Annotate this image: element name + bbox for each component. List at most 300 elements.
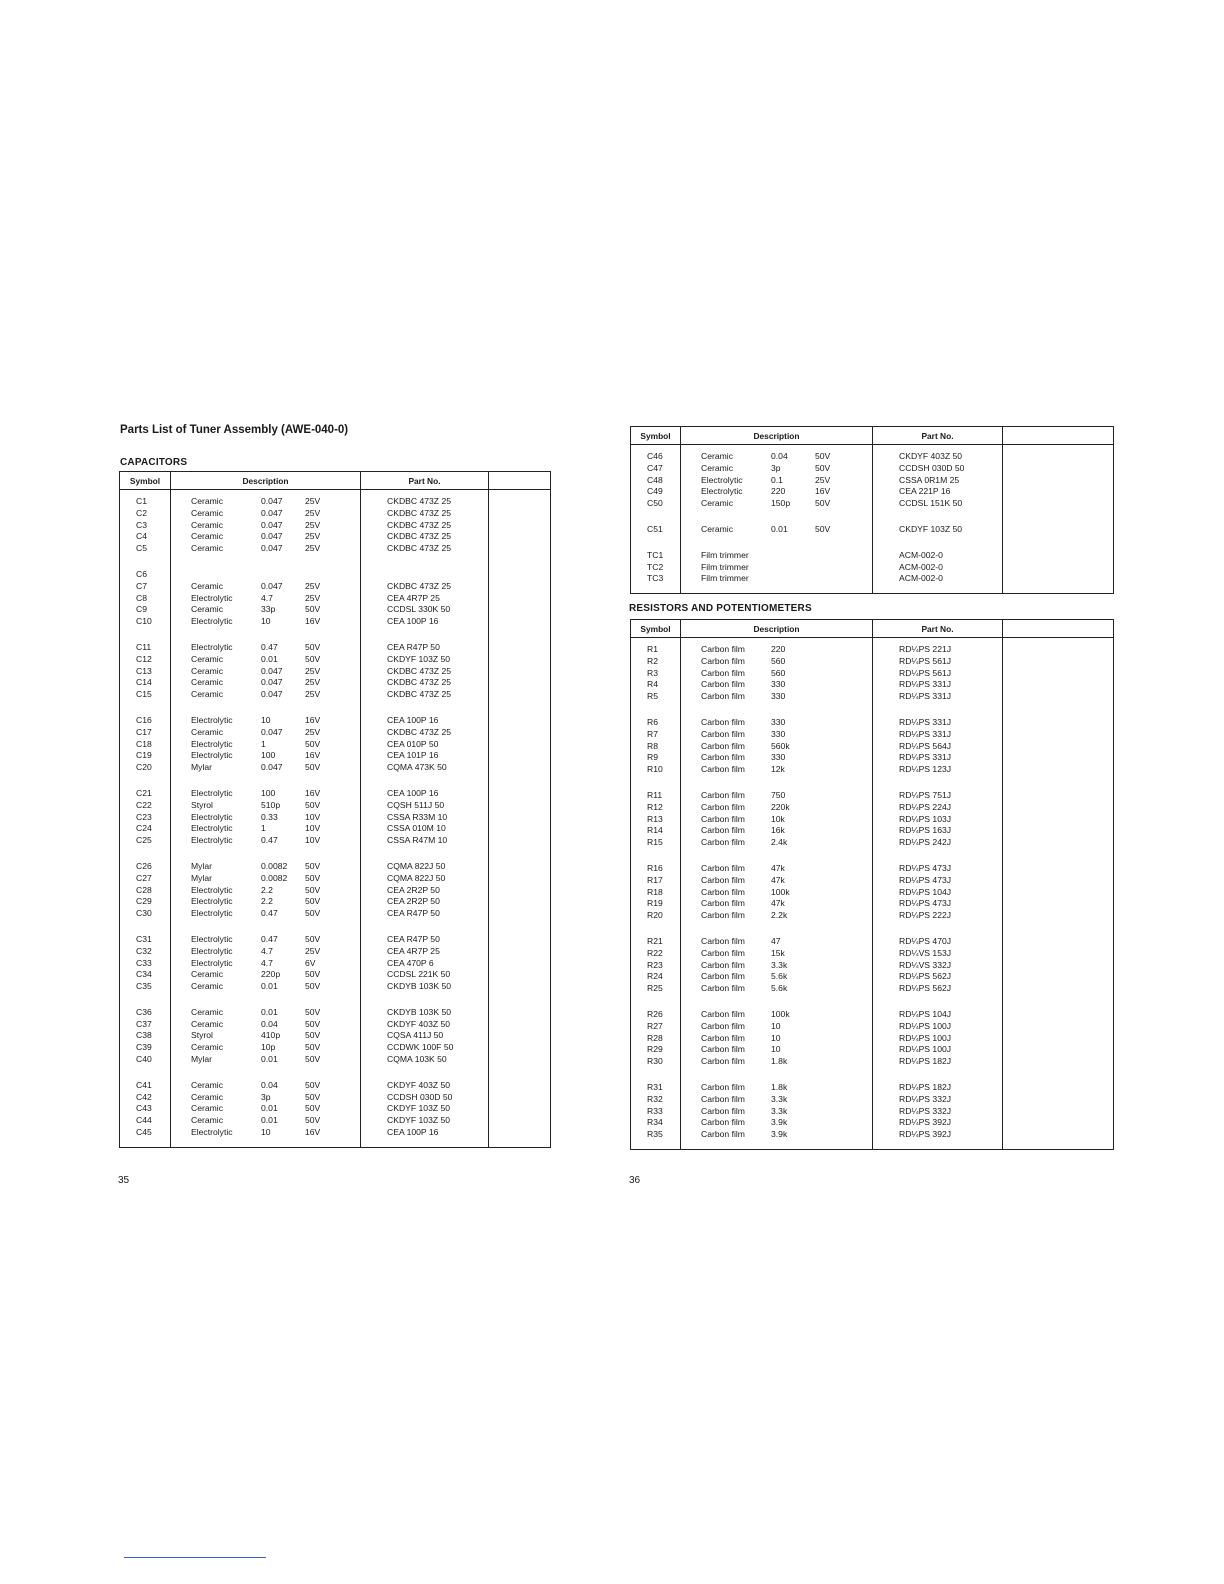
part-value: 4.7 [261, 945, 273, 956]
part-type: Carbon film [701, 1081, 745, 1092]
description-cell [681, 741, 873, 753]
symbol-cell: C40 [120, 1054, 171, 1074]
part-value: 330 [771, 752, 786, 763]
table-row [631, 1044, 1114, 1056]
part-value: 1.8k [771, 1056, 788, 1067]
description-cell [681, 711, 873, 729]
description-cell [681, 971, 873, 983]
description-cell [171, 800, 361, 812]
symbol-cell: R11 [631, 784, 681, 802]
part-type: Ceramic [191, 604, 223, 615]
description-cell [681, 1056, 873, 1076]
symbol-cell: C25 [120, 835, 171, 855]
description-cell [171, 1103, 361, 1115]
part-value: 0.047 [261, 726, 283, 737]
blank-cell [1003, 1094, 1114, 1106]
part-rating: 50V [305, 1042, 321, 1053]
description-cell [171, 896, 361, 908]
table-row [120, 727, 551, 739]
part-type: Ceramic [191, 1018, 223, 1029]
part-value: 220p [261, 969, 281, 980]
symbol-cell: C42 [120, 1092, 171, 1104]
part-rating: 25V [305, 677, 321, 688]
part-type: Ceramic [191, 1103, 223, 1114]
description-cell [171, 1054, 361, 1074]
description-cell [681, 1117, 873, 1129]
table-row [120, 1127, 551, 1147]
part-type: Carbon film [701, 728, 745, 739]
header-blank [1003, 620, 1114, 638]
table-row [631, 814, 1114, 826]
table-row [631, 948, 1114, 960]
symbol-cell: R9 [631, 752, 681, 764]
part-value: 5.6k [771, 971, 788, 982]
description-cell [171, 885, 361, 897]
part-value: 100k [771, 886, 790, 897]
part-value: 10 [261, 1127, 271, 1138]
part-rating: 50V [305, 641, 321, 652]
description-cell [681, 1021, 873, 1033]
symbol-cell: R26 [631, 1003, 681, 1021]
part-rating: 50V [305, 1006, 321, 1017]
part-number-cell: RD¼PS 163J [873, 825, 1003, 837]
symbol-cell: C44 [120, 1115, 171, 1127]
part-rating: 50V [305, 653, 321, 664]
part-type: Mylar [191, 860, 213, 871]
part-type: Mylar [191, 762, 213, 773]
part-number-cell: CEA R47P 50 [361, 928, 489, 946]
table-row [631, 960, 1114, 972]
symbol-cell: R15 [631, 837, 681, 857]
blank-cell [1003, 498, 1114, 518]
description-cell [171, 543, 361, 563]
description-cell [681, 857, 873, 875]
part-rating: 50V [305, 1079, 321, 1090]
description-cell [681, 960, 873, 972]
part-value: 0.047 [261, 580, 283, 591]
description-cell [681, 930, 873, 948]
blank-cell [489, 739, 551, 751]
part-value: 0.01 [261, 981, 278, 992]
part-type: Electrolytic [701, 486, 743, 497]
part-type: Carbon film [701, 1044, 745, 1055]
description-cell [171, 1074, 361, 1092]
header-description: Description [681, 620, 873, 638]
table-row [631, 638, 1114, 656]
header-description: Description [171, 472, 361, 490]
part-type: Electrolytic [191, 714, 233, 725]
blank-cell [489, 896, 551, 908]
part-number-cell: CQMA 473K 50 [361, 762, 489, 782]
symbol-cell: R16 [631, 857, 681, 875]
symbol-cell: R22 [631, 948, 681, 960]
part-value: 3.9k [771, 1117, 788, 1128]
part-type: Ceramic [701, 451, 733, 461]
part-rating: 50V [815, 462, 831, 473]
part-type: Carbon film [701, 947, 745, 958]
part-rating: 25V [305, 519, 321, 530]
part-value: 10 [261, 616, 271, 627]
symbol-cell: C34 [120, 969, 171, 981]
part-type: Carbon film [701, 983, 745, 994]
description-cell [681, 1003, 873, 1021]
symbol-cell: C39 [120, 1042, 171, 1054]
blank-cell [1003, 1076, 1114, 1094]
part-value: 330 [771, 716, 786, 727]
part-type: Electrolytic [701, 474, 743, 485]
blank-cell [1003, 930, 1114, 948]
part-rating: 50V [305, 1103, 321, 1114]
blank-cell [1003, 752, 1114, 764]
part-number-cell: CSSA R33M 10 [361, 812, 489, 824]
table-header-row [120, 472, 551, 490]
symbol-cell: R29 [631, 1044, 681, 1056]
blank-cell [489, 1092, 551, 1104]
description-cell [681, 729, 873, 741]
header-blank [489, 472, 551, 490]
blank-cell [1003, 1106, 1114, 1118]
table-row [120, 689, 551, 709]
part-type: Ceramic [191, 689, 223, 700]
part-type: Carbon film [701, 789, 745, 800]
part-rating: 25V [305, 592, 321, 603]
table-row [631, 1117, 1114, 1129]
part-number-cell: CEA 100P 16 [361, 1127, 489, 1147]
capacitors-continued-table [630, 426, 1114, 594]
description-cell [171, 946, 361, 958]
blank-cell [489, 727, 551, 739]
part-number-cell: RD¼PS 332J [873, 1106, 1003, 1118]
table-row [631, 1076, 1114, 1094]
table-row [631, 857, 1114, 875]
part-type: Carbon film [701, 971, 745, 982]
table-row [120, 1019, 551, 1031]
part-type: Electrolytic [191, 896, 233, 907]
table-row [631, 1094, 1114, 1106]
table-row [120, 981, 551, 1001]
part-number-cell: RD¼PS 561J [873, 668, 1003, 680]
part-value: 0.0082 [261, 872, 288, 883]
symbol-cell: C5 [120, 543, 171, 563]
symbol-cell: C4 [120, 531, 171, 543]
part-value: 0.1 [771, 474, 783, 485]
table-row [120, 666, 551, 678]
blank-cell [1003, 825, 1114, 837]
symbol-cell: C2 [120, 508, 171, 520]
symbol-cell: R24 [631, 971, 681, 983]
symbol-cell: R3 [631, 668, 681, 680]
part-number-cell: RD¼PS 331J [873, 711, 1003, 729]
part-type: Ceramic [701, 462, 733, 473]
part-value: 0.047 [261, 689, 283, 700]
part-number-cell: CKDYF 103Z 50 [361, 654, 489, 666]
table-row [120, 531, 551, 543]
part-value: 0.01 [261, 1115, 278, 1126]
blank-cell [489, 1001, 551, 1019]
table-row [631, 910, 1114, 930]
part-number-cell: CKDBC 473Z 25 [361, 520, 489, 532]
description-cell [171, 581, 361, 593]
symbol-cell: R12 [631, 802, 681, 814]
part-value: 0.01 [261, 1006, 278, 1017]
description-cell [171, 1030, 361, 1042]
description-cell [171, 782, 361, 800]
blank-cell [489, 1127, 551, 1147]
blank-cell [1003, 741, 1114, 753]
symbol-cell: C18 [120, 739, 171, 751]
blank-cell [1003, 1056, 1114, 1076]
part-value: 33p [261, 604, 276, 615]
blank-cell [489, 508, 551, 520]
part-value: 150p [771, 498, 791, 509]
description-cell [171, 981, 361, 1001]
blank-cell [1003, 691, 1114, 711]
blank-cell [489, 750, 551, 762]
blank-cell [489, 835, 551, 855]
part-type: Ceramic [191, 531, 223, 542]
symbol-cell: R23 [631, 960, 681, 972]
part-number-cell: CEA 101P 16 [361, 750, 489, 762]
blank-cell [1003, 814, 1114, 826]
description-cell [681, 983, 873, 1003]
symbol-cell: C41 [120, 1074, 171, 1092]
blank-cell [489, 593, 551, 605]
part-value: 560 [771, 667, 786, 678]
part-number-cell: RD¼PS 100J [873, 1021, 1003, 1033]
symbol-cell: C12 [120, 654, 171, 666]
table-row [631, 679, 1114, 691]
part-value: 3.3k [771, 959, 788, 970]
part-value: 220 [771, 486, 786, 497]
part-value: 3.9k [771, 1129, 788, 1140]
part-value: 0.01 [261, 1103, 278, 1114]
blank-cell [489, 666, 551, 678]
part-number-cell: RD¼PS 392J [873, 1129, 1003, 1149]
part-rating: 50V [305, 969, 321, 980]
part-number-cell: CKDBC 473Z 25 [361, 490, 489, 508]
blank-cell [1003, 656, 1114, 668]
part-number-cell: RD¼VS 153J [873, 948, 1003, 960]
table-row [120, 958, 551, 970]
symbol-cell: C8 [120, 593, 171, 605]
part-rating: 25V [305, 531, 321, 542]
blank-cell [1003, 910, 1114, 930]
part-value: 2.2k [771, 910, 788, 921]
description-cell [171, 709, 361, 727]
description-cell [171, 508, 361, 520]
symbol-cell: C20 [120, 762, 171, 782]
part-type: Carbon film [701, 801, 745, 812]
symbol-cell: C16 [120, 709, 171, 727]
part-value: 10 [771, 1020, 781, 1031]
part-type: Ceramic [191, 677, 223, 688]
part-value: 100 [261, 787, 276, 798]
description-cell [681, 486, 873, 498]
symbol-cell: C50 [631, 498, 681, 518]
part-value: 0.047 [261, 531, 283, 542]
table-row [631, 573, 1114, 593]
blank-cell [489, 981, 551, 1001]
blank-cell [489, 581, 551, 593]
part-number-cell: CQMA 822J 50 [361, 855, 489, 873]
table-row [631, 656, 1114, 668]
part-rating: 50V [305, 1091, 321, 1102]
blank-cell [1003, 518, 1114, 544]
part-value: 3p [771, 462, 781, 473]
part-value: 0.047 [261, 507, 283, 518]
part-type: Ceramic [191, 1115, 223, 1126]
table-row [120, 654, 551, 666]
part-value: 100k [771, 1008, 790, 1019]
description-cell [681, 573, 873, 593]
symbol-cell: C24 [120, 823, 171, 835]
symbol-cell: C11 [120, 636, 171, 654]
part-rating: 50V [305, 604, 321, 615]
description-cell [171, 762, 361, 782]
part-number-cell [361, 563, 489, 581]
part-type: Carbon film [701, 898, 745, 909]
part-number-cell: CQMA 103K 50 [361, 1054, 489, 1074]
part-type: Electrolytic [191, 933, 233, 944]
part-type: Ceramic [191, 496, 223, 506]
part-type: Film trimmer [701, 573, 749, 584]
blank-cell [1003, 971, 1114, 983]
part-type: Carbon film [701, 1093, 745, 1104]
description-cell [681, 1094, 873, 1106]
symbol-cell: C46 [631, 445, 681, 463]
part-type: Ceramic [191, 653, 223, 664]
symbol-cell: C22 [120, 800, 171, 812]
symbol-cell: C43 [120, 1103, 171, 1115]
part-number-cell: CSSA R47M 10 [361, 835, 489, 855]
blank-cell [1003, 1117, 1114, 1129]
description-cell [171, 750, 361, 762]
part-type: Carbon film [701, 716, 745, 727]
table-row [120, 896, 551, 908]
blank-cell [1003, 729, 1114, 741]
symbol-cell: C9 [120, 604, 171, 616]
table-row [631, 837, 1114, 857]
table-header-row [631, 620, 1114, 638]
header-part-no: Part No. [873, 427, 1003, 445]
part-type: Carbon film [701, 959, 745, 970]
part-type: Ceramic [701, 498, 733, 509]
part-rating: 16V [305, 787, 321, 798]
part-type: Electrolytic [191, 884, 233, 895]
blank-cell [489, 563, 551, 581]
description-cell [681, 898, 873, 910]
symbol-cell: R31 [631, 1076, 681, 1094]
part-type: Ceramic [191, 1042, 223, 1053]
part-number-cell: CKDYF 103Z 50 [361, 1103, 489, 1115]
part-rating: 50V [815, 523, 831, 534]
part-number-cell: RD¼PS 562J [873, 971, 1003, 983]
part-rating: 50V [305, 860, 321, 871]
description-cell [171, 531, 361, 543]
part-number-cell: CEA 100P 16 [361, 782, 489, 800]
table-row [120, 1030, 551, 1042]
part-number-cell: RD¼PS 104J [873, 887, 1003, 899]
part-number-cell: RD¼PS 473J [873, 898, 1003, 910]
part-type: Ceramic [191, 665, 223, 676]
description-cell [171, 563, 361, 581]
capacitors-continued-body [631, 445, 1114, 594]
table-row [631, 1106, 1114, 1118]
part-number-cell: RD¼PS 562J [873, 983, 1003, 1003]
table-row [120, 908, 551, 928]
table-row [120, 969, 551, 981]
description-cell [681, 668, 873, 680]
blank-cell [1003, 837, 1114, 857]
part-value: 47k [771, 874, 785, 885]
table-row [120, 946, 551, 958]
part-type: Carbon film [701, 825, 745, 836]
blank-cell [489, 709, 551, 727]
table-row [631, 544, 1114, 562]
blank-cell [1003, 857, 1114, 875]
header-symbol: Symbol [631, 427, 681, 445]
blank-cell [1003, 898, 1114, 910]
description-cell [171, 677, 361, 689]
blank-cell [489, 946, 551, 958]
description-cell [171, 812, 361, 824]
part-type: Carbon film [701, 886, 745, 897]
description-cell [681, 498, 873, 518]
table-row [120, 1054, 551, 1074]
part-type: Ceramic [191, 969, 223, 980]
blank-cell [1003, 784, 1114, 802]
part-number-cell: CEA 4R7P 25 [361, 593, 489, 605]
table-row [631, 463, 1114, 475]
part-number-cell: RD¼VS 332J [873, 960, 1003, 972]
symbol-cell: C51 [631, 518, 681, 544]
blank-cell [489, 1074, 551, 1092]
table-row [120, 855, 551, 873]
symbol-cell: R10 [631, 764, 681, 784]
part-rating: 25V [305, 496, 321, 506]
blank-cell [1003, 445, 1114, 463]
part-type: Electrolytic [191, 641, 233, 652]
part-number-cell: CKDBC 473Z 25 [361, 666, 489, 678]
part-type: Ceramic [191, 1006, 223, 1017]
description-cell [171, 855, 361, 873]
table-row [631, 475, 1114, 487]
part-type: Ceramic [191, 543, 223, 554]
part-rating: 16V [815, 486, 831, 497]
part-rating: 10V [305, 811, 321, 822]
table-row [120, 1074, 551, 1092]
description-cell [681, 475, 873, 487]
part-number-cell: CKDBC 473Z 25 [361, 689, 489, 709]
table-row [120, 581, 551, 593]
description-cell [171, 908, 361, 928]
description-cell [681, 445, 873, 463]
blank-cell [489, 1115, 551, 1127]
blank-cell [489, 958, 551, 970]
part-number-cell: CCDSH 030D 50 [361, 1092, 489, 1104]
part-number-cell: CKDYF 103Z 50 [873, 518, 1003, 544]
part-rating: 16V [305, 616, 321, 627]
part-type: Carbon film [701, 1032, 745, 1043]
part-value: 3.3k [771, 1093, 788, 1104]
part-type: Carbon film [701, 740, 745, 751]
description-cell [681, 875, 873, 887]
symbol-cell: C32 [120, 946, 171, 958]
symbol-cell: R19 [631, 898, 681, 910]
symbol-cell: C19 [120, 750, 171, 762]
symbol-cell: C1 [120, 490, 171, 508]
part-rating: 50V [305, 884, 321, 895]
